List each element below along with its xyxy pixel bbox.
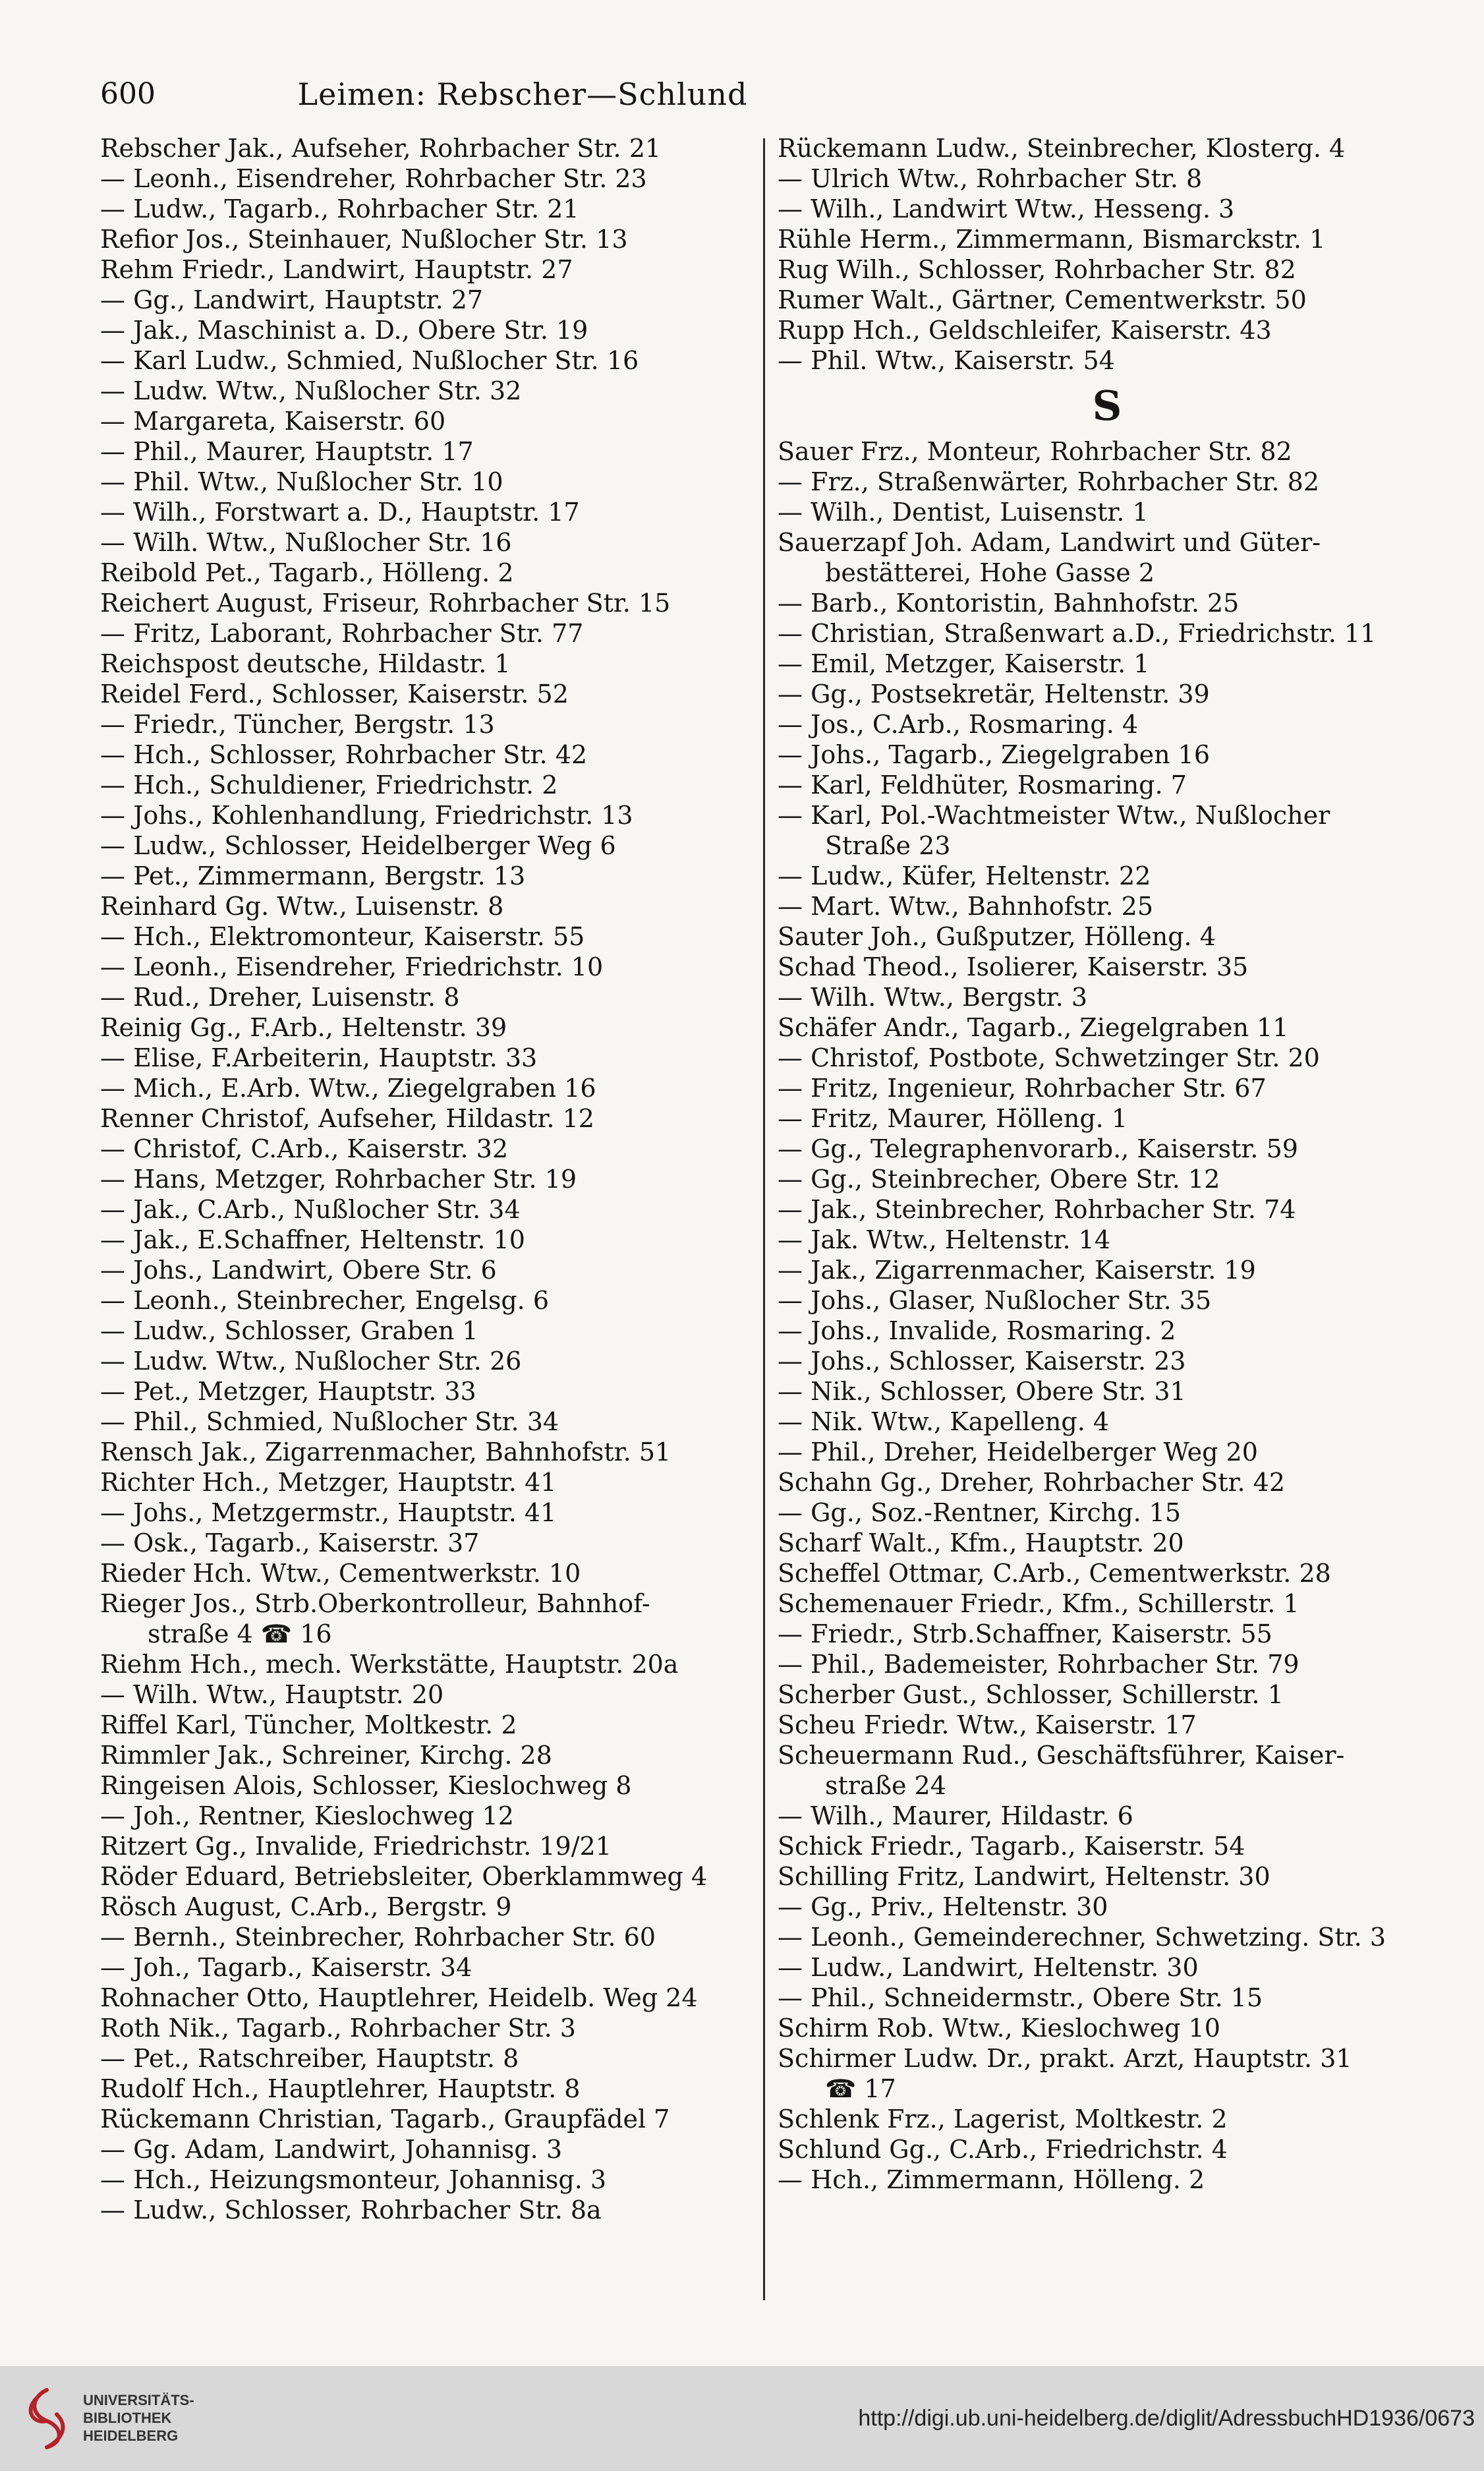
directory-entry: — Barb., Kontoristin, Bahnhofstr. 25 bbox=[778, 589, 1240, 618]
directory-entry: Sauter Joh., Gußputzer, Hölleng. 4 bbox=[778, 922, 1216, 951]
directory-entry: Scheu Friedr. Wtw., Kaiserstr. 17 bbox=[778, 1710, 1197, 1739]
directory-entry: Schlund Gg., C.Arb., Friedrichstr. 4 bbox=[778, 2135, 1228, 2164]
directory-entry: — Christian, Straßenwart a.D., Friedrichstr. 11 bbox=[778, 619, 1377, 648]
directory-entry: — Ludw., Landwirt, Heltenstr. 30 bbox=[778, 1953, 1199, 1982]
column-divider bbox=[763, 138, 765, 2300]
directory-entry: Rimmler Jak., Schreiner, Kirchg. 28 bbox=[100, 1741, 552, 1770]
directory-entry: Schirm Rob. Wtw., Kieslochweg 10 bbox=[778, 2014, 1220, 2043]
directory-entry: — Ludw., Tagarb., Rohrbacher Str. 21 bbox=[100, 194, 579, 223]
directory-entry: — Johs., Landwirt, Obere Str. 6 bbox=[100, 1256, 497, 1285]
directory-entry: — Nik., Schlosser, Obere Str. 31 bbox=[778, 1377, 1186, 1406]
directory-entry: Rückemann Christian, Tagarb., Graupfädel 7 bbox=[100, 2105, 670, 2134]
directory-entry: — Wilh. Wtw., Nußlocher Str. 16 bbox=[100, 528, 512, 557]
section-letter: S bbox=[1092, 382, 1122, 430]
directory-entry: Richter Hch., Metzger, Hauptstr. 41 bbox=[100, 1468, 557, 1497]
directory-entry: Rückemann Ludw., Steinbrecher, Klosterg. 4 bbox=[778, 134, 1346, 163]
directory-entry: — Phil., Bademeister, Rohrbacher Str. 79 bbox=[778, 1650, 1299, 1679]
directory-entry: — Ludw., Schlosser, Rohrbacher Str. 8a bbox=[100, 2195, 602, 2224]
directory-entry: — Ludw., Schlosser, Heidelberger Weg 6 bbox=[100, 831, 616, 860]
directory-entry: Scheffel Ottmar, C.Arb., Cementwerkstr. 28 bbox=[778, 1559, 1331, 1588]
directory-entry: — Hch., Zimmermann, Hölleng. 2 bbox=[778, 2165, 1205, 2194]
directory-entry: — Johs., Glaser, Nußlocher Str. 35 bbox=[778, 1286, 1212, 1315]
directory-entry: Scharf Walt., Kfm., Hauptstr. 20 bbox=[778, 1528, 1184, 1557]
directory-entry: — Jak., E.Schaffner, Heltenstr. 10 bbox=[100, 1225, 525, 1254]
directory-entry: — Pet., Ratschreiber, Hauptstr. 8 bbox=[100, 2044, 519, 2073]
directory-entry: — Hch., Elektromonteur, Kaiserstr. 55 bbox=[100, 922, 585, 951]
directory-entry: Schilling Fritz, Landwirt, Heltenstr. 30 bbox=[778, 1862, 1270, 1891]
directory-entry: — Phil. Wtw., Kaiserstr. 54 bbox=[778, 346, 1115, 375]
entry-continuation: ☎ 17 bbox=[825, 2074, 896, 2103]
page-header bbox=[100, 71, 945, 124]
directory-entry: Rug Wilh., Schlosser, Rohrbacher Str. 82 bbox=[778, 255, 1296, 284]
directory-entry: Schahn Gg., Dreher, Rohrbacher Str. 42 bbox=[778, 1468, 1286, 1497]
entry-continuation: bestätterei, Hohe Gasse 2 bbox=[825, 558, 1155, 587]
directory-entry: — Phil., Dreher, Heidelberger Weg 20 bbox=[778, 1438, 1258, 1467]
directory-entry: — Gg., Landwirt, Hauptstr. 27 bbox=[100, 285, 484, 314]
directory-entry: Reichert August, Friseur, Rohrbacher Str. 15 bbox=[100, 589, 671, 618]
directory-entry: — Wilh. Wtw., Bergstr. 3 bbox=[778, 983, 1087, 1012]
directory-entry: — Mart. Wtw., Bahnhofstr. 25 bbox=[778, 892, 1154, 921]
directory-entry: — Hch., Schlosser, Rohrbacher Str. 42 bbox=[100, 740, 588, 769]
directory-entry: — Fritz, Maurer, Hölleng. 1 bbox=[778, 1104, 1127, 1133]
institution-line: UNIVERSITÄTS- bbox=[83, 2392, 194, 2408]
directory-entry: Rehm Friedr., Landwirt, Hauptstr. 27 bbox=[100, 255, 573, 284]
directory-entry: Rieder Hch. Wtw., Cementwerkstr. 10 bbox=[100, 1559, 581, 1588]
directory-entry: — Jak., Zigarrenmacher, Kaiserstr. 19 bbox=[778, 1256, 1256, 1285]
directory-entry: — Gg. Adam, Landwirt, Johannisg. 3 bbox=[100, 2135, 562, 2164]
directory-entry: Schlenk Frz., Lagerist, Moltkestr. 2 bbox=[778, 2105, 1228, 2134]
directory-entry: Ringeisen Alois, Schlosser, Kieslochweg 8 bbox=[100, 1771, 632, 1800]
page-number: 600 bbox=[100, 77, 156, 111]
directory-entry: — Wilh., Dentist, Luisenstr. 1 bbox=[778, 498, 1149, 527]
source-url-link[interactable]: http://digi.ub.uni-heidelberg.de/diglit/AdressbuchHD1936/0673 bbox=[858, 2406, 1475, 2431]
directory-entry: — Emil, Metzger, Kaiserstr. 1 bbox=[778, 649, 1150, 678]
directory-entry: — Osk., Tagarb., Kaiserstr. 37 bbox=[100, 1528, 480, 1557]
directory-entry: — Leonh., Gemeinderechner, Schwetzing. Str. 3 bbox=[778, 1923, 1386, 1952]
directory-entry: Schick Friedr., Tagarb., Kaiserstr. 54 bbox=[778, 1832, 1245, 1861]
entry-continuation: straße 4 ☎ 16 bbox=[148, 1619, 332, 1648]
directory-entry: Reinhard Gg. Wtw., Luisenstr. 8 bbox=[100, 892, 504, 921]
institution-line: HEIDELBERG bbox=[83, 2427, 179, 2444]
directory-entry: Rensch Jak., Zigarrenmacher, Bahnhofstr. 51 bbox=[100, 1438, 671, 1467]
institution-name bbox=[83, 2391, 194, 2445]
directory-entry: — Gg., Steinbrecher, Obere Str. 12 bbox=[778, 1165, 1220, 1194]
directory-entry: — Hans, Metzger, Rohrbacher Str. 19 bbox=[100, 1165, 577, 1194]
directory-entry: Reinig Gg., F.Arb., Heltenstr. 39 bbox=[100, 1013, 507, 1042]
directory-entry: — Leonh., Steinbrecher, Engelsg. 6 bbox=[100, 1286, 549, 1315]
directory-entry: — Ludw., Küfer, Heltenstr. 22 bbox=[778, 861, 1151, 890]
right-column-bottom bbox=[778, 436, 1437, 2195]
directory-entry: Schad Theod., Isolierer, Kaiserstr. 35 bbox=[778, 952, 1249, 981]
directory-entry: — Joh., Rentner, Kieslochweg 12 bbox=[100, 1801, 514, 1830]
directory-entry: Rumer Walt., Gärtner, Cementwerkstr. 50 bbox=[778, 285, 1307, 314]
directory-entry: — Wilh. Wtw., Hauptstr. 20 bbox=[100, 1680, 444, 1709]
directory-entry: Riffel Karl, Tüncher, Moltkestr. 2 bbox=[100, 1710, 517, 1739]
directory-entry: — Gg., Priv., Heltenstr. 30 bbox=[778, 1892, 1108, 1921]
directory-entry: — Bernh., Steinbrecher, Rohrbacher Str. 60 bbox=[100, 1923, 656, 1952]
directory-entry: Renner Christof, Aufseher, Hildastr. 12 bbox=[100, 1104, 594, 1133]
right-column-top bbox=[778, 133, 1437, 376]
university-seal-icon[interactable] bbox=[17, 2385, 76, 2451]
directory-entry: — Phil., Schneidermstr., Obere Str. 15 bbox=[778, 1983, 1263, 2012]
running-title: Leimen: Rebscher—Schlund bbox=[297, 76, 748, 112]
directory-entry: — Jak., Steinbrecher, Rohrbacher Str. 74 bbox=[778, 1195, 1296, 1224]
directory-entry: — Mich., E.Arb. Wtw., Ziegelgraben 16 bbox=[100, 1074, 596, 1103]
directory-entry: — Nik. Wtw., Kapelleng. 4 bbox=[778, 1407, 1110, 1436]
directory-entry: Roth Nik., Tagarb., Rohrbacher Str. 3 bbox=[100, 2014, 576, 2043]
directory-entry: Röder Eduard, Betriebsleiter, Oberklammweg 4 bbox=[100, 1862, 708, 1891]
directory-entry: — Margareta, Kaiserstr. 60 bbox=[100, 407, 446, 436]
directory-entry: — Frz., Straßenwärter, Rohrbacher Str. 82 bbox=[778, 467, 1319, 496]
directory-entry: — Christof, Postbote, Schwetzinger Str. 20 bbox=[778, 1043, 1320, 1072]
directory-entry: — Karl, Pol.-Wachtmeister Wtw., Nußlocher bbox=[778, 801, 1330, 830]
directory-entry: Riehm Hch., mech. Werkstätte, Hauptstr. 20a bbox=[100, 1650, 679, 1679]
directory-entry: — Leonh., Eisendreher, Rohrbacher Str. 23 bbox=[100, 164, 647, 193]
directory-entry: Rebscher Jak., Aufseher, Rohrbacher Str. 21 bbox=[100, 134, 662, 163]
right-column bbox=[778, 133, 1437, 2195]
directory-entry: — Johs., Schlosser, Kaiserstr. 23 bbox=[778, 1347, 1186, 1376]
directory-entry: — Johs., Kohlenhandlung, Friedrichstr. 13 bbox=[100, 801, 633, 830]
directory-entry: — Pet., Metzger, Hauptstr. 33 bbox=[100, 1377, 476, 1406]
directory-entry: — Jak., C.Arb., Nußlocher Str. 34 bbox=[100, 1195, 521, 1224]
directory-entry: Rupp Hch., Geldschleifer, Kaiserstr. 43 bbox=[778, 316, 1272, 345]
directory-entry: Refior Jos., Steinhauer, Nußlocher Str. 13 bbox=[100, 225, 628, 254]
directory-entry: — Gg., Postsekretär, Heltenstr. 39 bbox=[778, 680, 1210, 709]
directory-entry: Rudolf Hch., Hauptlehrer, Hauptstr. 8 bbox=[100, 2074, 581, 2103]
directory-entry: Rieger Jos., Strb.Oberkontrolleur, Bahnhof- bbox=[100, 1589, 650, 1618]
directory-entry: Scheuermann Rud., Geschäftsführer, Kaiser- bbox=[778, 1741, 1345, 1770]
directory-entry: — Christof, C.Arb., Kaiserstr. 32 bbox=[100, 1134, 509, 1163]
directory-entry: — Hch., Schuldiener, Friedrichstr. 2 bbox=[100, 770, 558, 799]
institution-line: BIBLIOTHEK bbox=[83, 2410, 172, 2426]
directory-entry: — Phil., Maurer, Hauptstr. 17 bbox=[100, 437, 474, 466]
directory-entry: — Ludw., Schlosser, Graben 1 bbox=[100, 1316, 478, 1345]
directory-entry: — Hch., Heizungsmonteur, Johannisg. 3 bbox=[100, 2165, 607, 2194]
directory-entry: — Joh., Tagarb., Kaiserstr. 34 bbox=[100, 1953, 472, 1982]
directory-entry: — Leonh., Eisendreher, Friedrichstr. 10 bbox=[100, 952, 604, 981]
directory-entry: Reichspost deutsche, Hildastr. 1 bbox=[100, 649, 511, 678]
directory-entry: — Karl Ludw., Schmied, Nußlocher Str. 16 bbox=[100, 346, 639, 375]
directory-entry: — Jak. Wtw., Heltenstr. 14 bbox=[778, 1225, 1111, 1254]
directory-entry: — Pet., Zimmermann, Bergstr. 13 bbox=[100, 861, 526, 890]
directory-entry: Reidel Ferd., Schlosser, Kaiserstr. 52 bbox=[100, 680, 569, 709]
directory-entry: Schirmer Ludw. Dr., prakt. Arzt, Hauptstr. 31 bbox=[778, 2044, 1352, 2073]
directory-entry: — Jos., C.Arb., Rosmaring. 4 bbox=[778, 710, 1139, 739]
directory-entry: Rohnacher Otto, Hauptlehrer, Heidelb. Weg 24 bbox=[100, 1983, 698, 2012]
directory-entry: — Phil., Schmied, Nußlocher Str. 34 bbox=[100, 1407, 559, 1436]
directory-entry: — Jak., Maschinist a. D., Obere Str. 19 bbox=[100, 316, 588, 345]
directory-entry: Ritzert Gg., Invalide, Friedrichstr. 19/21 bbox=[100, 1832, 612, 1861]
directory-entry: — Johs., Tagarb., Ziegelgraben 16 bbox=[778, 740, 1211, 769]
directory-entry: Sauer Frz., Monteur, Rohrbacher Str. 82 bbox=[778, 437, 1292, 466]
directory-entry: — Phil. Wtw., Nußlocher Str. 10 bbox=[100, 467, 503, 496]
directory-entry: Schäfer Andr., Tagarb., Ziegelgraben 11 bbox=[778, 1013, 1289, 1042]
directory-entry: — Rud., Dreher, Luisenstr. 8 bbox=[100, 983, 460, 1012]
directory-entry: — Ulrich Wtw., Rohrbacher Str. 8 bbox=[778, 164, 1203, 193]
directory-entry: — Wilh., Landwirt Wtw., Hesseng. 3 bbox=[778, 194, 1235, 223]
viewer-footer bbox=[0, 2366, 1484, 2471]
directory-entry: Reibold Pet., Tagarb., Hölleng. 2 bbox=[100, 558, 514, 587]
directory-entry: — Johs., Invalide, Rosmaring. 2 bbox=[778, 1316, 1176, 1345]
directory-entry: Sauerzapf Joh. Adam, Landwirt und Güter- bbox=[778, 528, 1321, 557]
directory-entry: — Wilh., Maurer, Hildastr. 6 bbox=[778, 1801, 1133, 1830]
directory-entry: — Karl, Feldhüter, Rosmaring. 7 bbox=[778, 770, 1187, 799]
directory-entry: — Fritz, Ingenieur, Rohrbacher Str. 67 bbox=[778, 1074, 1267, 1103]
directory-entry: — Ludw. Wtw., Nußlocher Str. 32 bbox=[100, 376, 522, 405]
directory-entry: — Elise, F.Arbeiterin, Hauptstr. 33 bbox=[100, 1043, 538, 1072]
directory-entry: Scherber Gust., Schlosser, Schillerstr. 1 bbox=[778, 1680, 1284, 1709]
directory-entry: — Wilh., Forstwart a. D., Hauptstr. 17 bbox=[100, 498, 580, 527]
directory-entry: Rühle Herm., Zimmermann, Bismarckstr. 1 bbox=[778, 225, 1326, 254]
entry-continuation: straße 24 bbox=[825, 1771, 946, 1800]
directory-entry: — Ludw. Wtw., Nußlocher Str. 26 bbox=[100, 1347, 522, 1376]
directory-entry: — Friedr., Tüncher, Bergstr. 13 bbox=[100, 710, 495, 739]
entry-continuation: Straße 23 bbox=[825, 831, 951, 860]
directory-entry: Schemenauer Friedr., Kfm., Schillerstr. 1 bbox=[778, 1589, 1299, 1618]
directory-entry: — Gg., Telegraphenvorarb., Kaiserstr. 59 bbox=[778, 1134, 1298, 1163]
directory-entry: — Johs., Metzgermstr., Hauptstr. 41 bbox=[100, 1498, 557, 1527]
directory-entry: — Fritz, Laborant, Rohrbacher Str. 77 bbox=[100, 619, 584, 648]
left-column bbox=[100, 133, 759, 2225]
directory-entry: Rösch August, C.Arb., Bergstr. 9 bbox=[100, 1892, 512, 1921]
directory-entry: — Gg., Soz.-Rentner, Kirchg. 15 bbox=[778, 1498, 1182, 1527]
directory-entry: — Friedr., Strb.Schaffner, Kaiserstr. 55 bbox=[778, 1619, 1272, 1648]
